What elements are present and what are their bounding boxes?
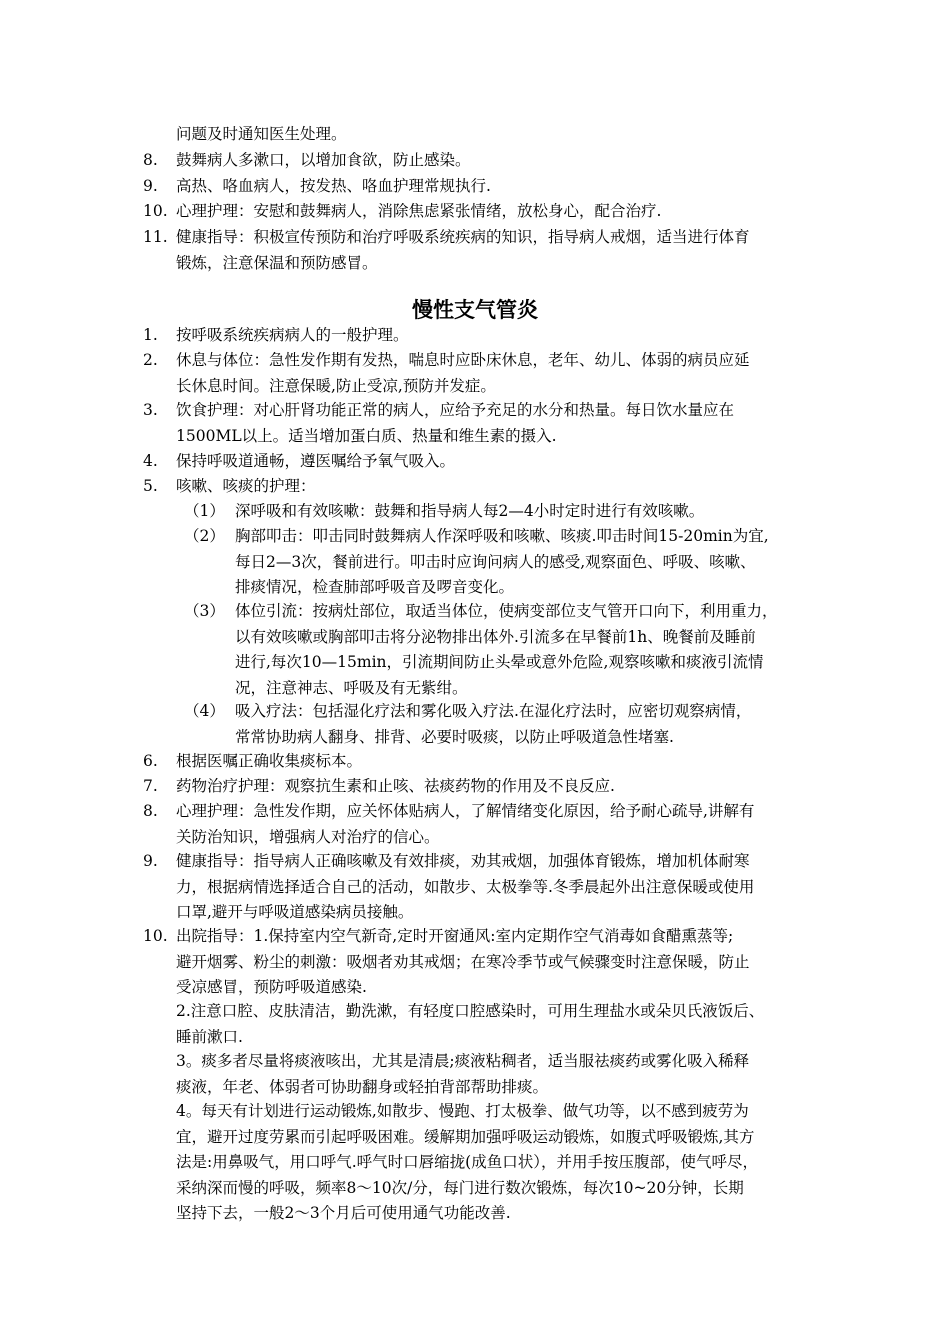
sub-item-text: 深呼吸和有效咳嗽：鼓舞和指导病人每2—4小时定时进行有效咳嗽。 — [235, 502, 705, 520]
sub-item-text: 吸入疗法：包括湿化疗法和雾化吸入疗法.在湿化疗法时，应密切观察病情， 常常协助病人翻身、排背、必要时吸痰，以防止呼吸道急性堵塞. — [235, 702, 752, 746]
discharge-point-4: 4。每天有计划进行运动锻炼,如散步、慢跑、打太极拳、做气功等，以不感到疲劳为 宜，避开过度劳累而引起呼吸困难。缓解期加强呼吸运动锻炼，如腹式呼吸锻炼,其方 法是:用鼻吸气，用口呼气.呼气时口唇缩拢(成鱼口状），并用手按压腹部，使气呼尽， 采纳深而慢的呼吸，频率8～10次/分，每门进行数次锻炼，每次10~20分钟，长期 坚持下去，一般2～3个月后可使用通气功能改善. — [176, 1102, 758, 1222]
item-text: 健康指导：指导病人正确咳嗽及有效排痰，劝其戒烟，加强体育锻炼，增加机体耐寒 力，根据病情选择适合自己的活动，如散步、太极拳等.冬季晨起外出注意保暖或使用 口罩,避开与呼吸道感染病员接触。 — [176, 852, 755, 921]
item-text: 休息与体位：急性发作期有发热，喘息时应卧床休息，老年、幼儿、体弱的病员应延 长休息时间。注意保暖,防止受凉,预防并发症。 — [176, 351, 750, 395]
item-number: 6. — [143, 752, 158, 770]
item-number: 11. — [143, 228, 168, 246]
item-text: 根据医嘱正确收集痰标本。 — [176, 752, 363, 770]
section-title: 慢性支气管炎 — [412, 298, 538, 322]
item-number: 7. — [143, 777, 158, 795]
sub-item-number: （1） — [184, 502, 225, 520]
sub-item-number: （2） — [184, 527, 225, 545]
item-number: 10. — [143, 927, 168, 945]
sub-item-number: （3） — [184, 602, 225, 620]
sub-item-number: （4） — [184, 702, 225, 720]
item-number: 2. — [143, 351, 158, 369]
item-number: 3. — [143, 401, 158, 419]
item-number: 8. — [143, 802, 158, 820]
item-number: 9. — [143, 177, 158, 195]
item-text: 按呼吸系统疾病病人的一般护理。 — [176, 326, 409, 344]
item-number: 1. — [143, 326, 158, 344]
item-number: 4. — [143, 452, 158, 470]
item-text: 药物治疗护理：观察抗生素和止咳、祛痰药物的作用及不良反应. — [176, 777, 615, 795]
item-number: 8. — [143, 151, 158, 169]
item-text: 保持呼吸道通畅，遵医嘱给予氧气吸入。 — [176, 452, 456, 470]
item-text: 健康指导：积极宣传预防和治疗呼吸系统疾病的知识，指导病人戒烟，适当进行体育 锻炼，注意保温和预防感冒。 — [176, 228, 750, 272]
item-text: 心理护理：急性发作期，应关怀体贴病人，了解情绪变化原因，给予耐心疏导,讲解有 关防治知识，增强病人对治疗的信心。 — [176, 802, 755, 846]
discharge-point-3: 3。痰多者尽量将痰液咳出，尤其是清晨;痰液粘稠者，适当服祛痰药或雾化吸入稀释 痰液，年老、体弱者可协助翻身或轻拍背部帮助排痰。 — [176, 1052, 750, 1096]
item-text: 心理护理：安慰和鼓舞病人，消除焦虑紧张情绪，放松身心，配合治疗. — [176, 202, 662, 220]
item-number: 10. — [143, 202, 168, 220]
item-text: 鼓舞病人多漱口，以增加食欲，防止感染。 — [176, 151, 471, 169]
item-text: 高热、咯血病人，按发热、咯血护理常规执行. — [176, 177, 491, 195]
item-text: 咳嗽、咳痰的护理： — [176, 477, 316, 495]
sub-item-text: 胸部叩击：叩击同时鼓舞病人作深呼吸和咳嗽、咳痰.叩击时间15-20min为宜, 每日2—3次，餐前进行。叩击时应询问病人的感受,观察面色、呼吸、咳嗽、 排痰情况，检查肺部呼吸音及啰音变化。 — [235, 527, 769, 596]
carry-over-line: 问题及时通知医生处理。 — [176, 125, 347, 143]
item-text: 饮食护理：对心肝肾功能正常的病人，应给予充足的水分和热量。每日饮水量应在 1500ML以上。适当增加蛋白质、热量和维生素的摄入. — [176, 401, 735, 445]
item-number: 9. — [143, 852, 158, 870]
sub-item-text: 体位引流：按病灶部位，取适当体位，使病变部位支气管开口向下，利用重力， 以有效咳嗽或胸部叩击将分泌物排出体外.引流多在早餐前1h、晚餐前及睡前 进行,每次10—15min，引流期间防止头晕或意外危险,观察咳嗽和痰液引流情 况，注意神志、呼吸及有无紫绀。 — [235, 602, 778, 697]
discharge-point-2: 2.注意口腔、皮肤清洁，勤洗漱，有轻度口腔感染时，可用生理盐水或朵贝氏液饭后、 睡前漱口. — [176, 1002, 765, 1046]
item-text: 出院指导：1.保持室内空气新奇,定时开窗通风:室内定期作空气消毒如食醋熏蒸等; 避开烟雾、粉尘的刺激：吸烟者劝其戒烟；在寒冷季节或气候骤变时注意保暖，防止 受凉感冒，预防呼吸道感染. — [176, 927, 750, 996]
item-number: 5. — [143, 477, 158, 495]
